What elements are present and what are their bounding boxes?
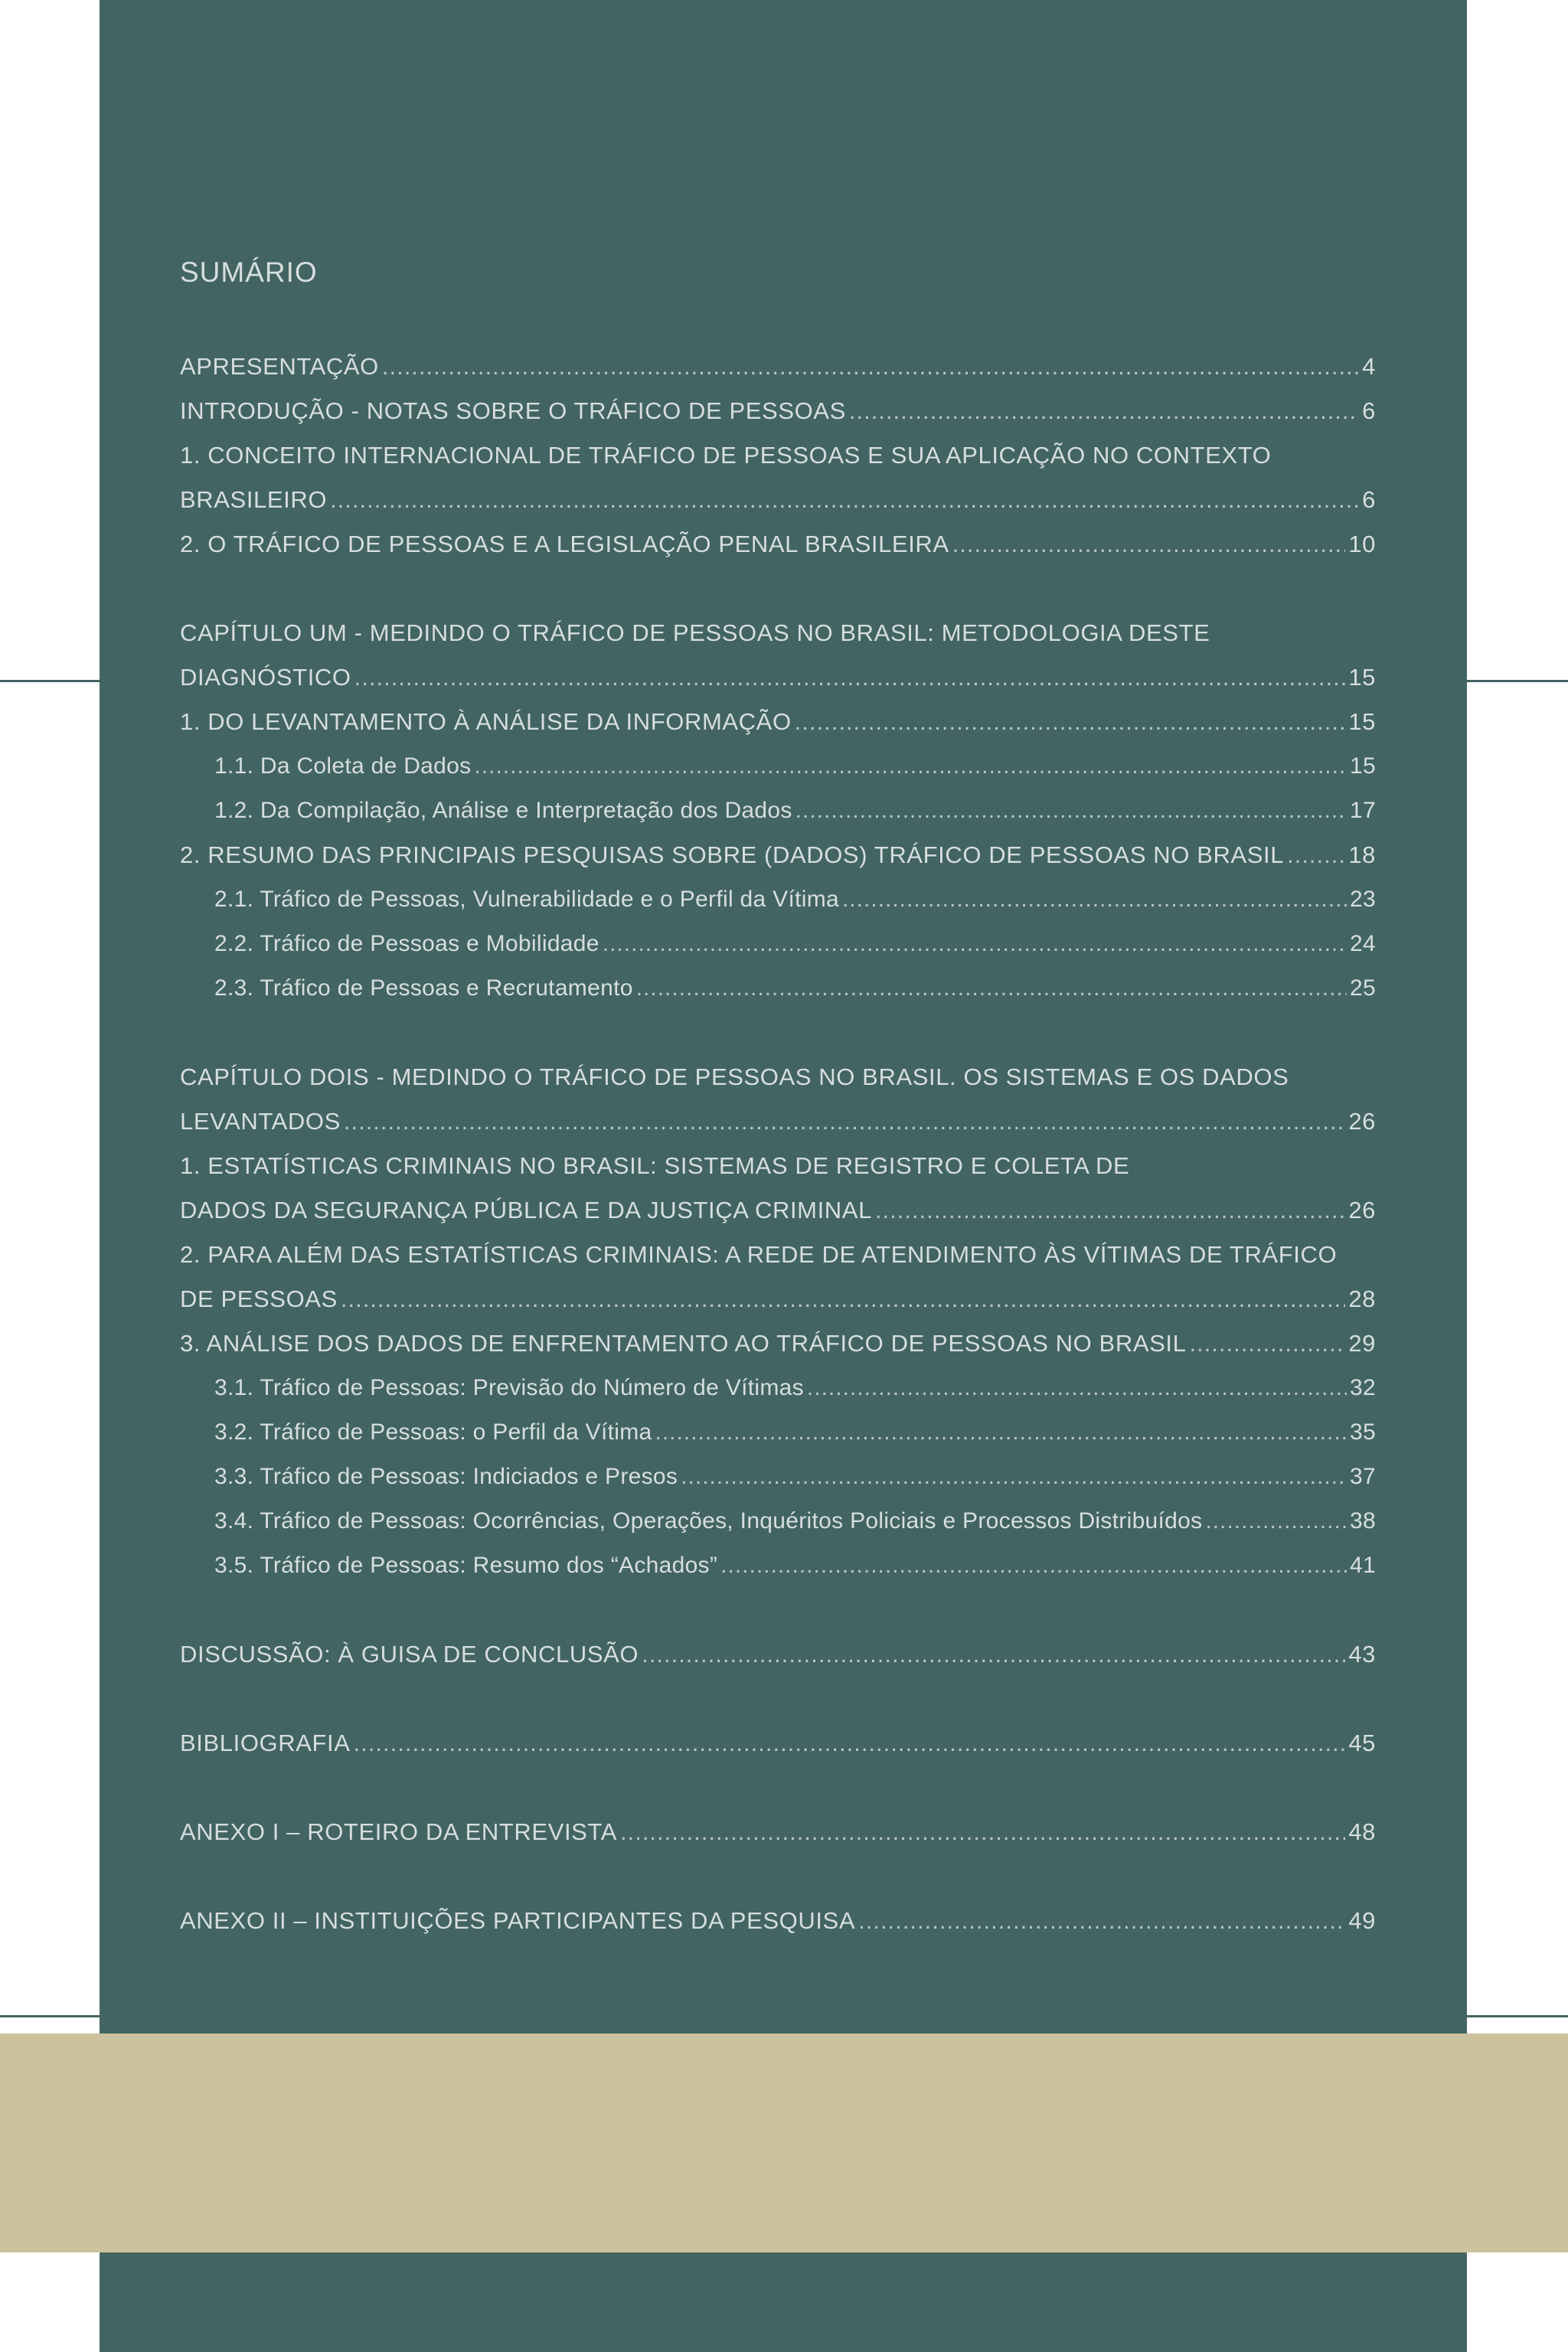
toc-entry[interactable]: ANEXO I – ROTEIRO DA ENTREVISTA ..... 48 (180, 1810, 1376, 1854)
bottom-panel (100, 2252, 1467, 2352)
page-number: 35 (1350, 1419, 1376, 1445)
page-number: 18 (1348, 841, 1376, 868)
leader-dots (636, 975, 1347, 1001)
page-number: 38 (1350, 1508, 1376, 1534)
page-number: 4 (1362, 353, 1376, 380)
leader-dots (720, 1553, 1347, 1579)
toc-entry[interactable]: BIBLIOGRAFIA ..... 45 (180, 1721, 1376, 1766)
table-of-contents (180, 345, 1376, 1943)
page-number: 32 (1350, 1375, 1376, 1400)
page-number: 15 (1348, 708, 1376, 735)
leader-dots (952, 531, 1346, 558)
leader-dots (1205, 1508, 1347, 1534)
leader-dots (620, 1818, 1345, 1846)
toc-entry[interactable]: 2. PARA ALÉM DAS ESTATÍSTICAS CRIMINAIS: A REDE DE ATENDIMENTO ÀS VÍTIMAS DE TRÁFICO (180, 1241, 1338, 1268)
toc-entry[interactable]: DADOS DA SEGURANÇA PÚBLICA E DA JUSTIÇA CRIMINAL ..... 26 (180, 1188, 1376, 1233)
toc-entry[interactable]: 3. ANÁLISE DOS DADOS DE ENFRENTAMENTO AO TRÁFICO DE PESSOAS NO BRASIL ..... 29 (180, 1321, 1376, 1366)
leader-dots (354, 1730, 1346, 1757)
page-number: 24 (1350, 931, 1376, 956)
page-number: 10 (1348, 531, 1376, 557)
leader-dots (875, 1197, 1345, 1224)
page-number: 15 (1348, 664, 1376, 691)
page-number: 37 (1350, 1464, 1376, 1489)
page-number: 6 (1362, 486, 1376, 513)
toc-entry[interactable]: BRASILEIRO ..... 6 (180, 478, 1376, 522)
spacer (180, 1677, 1376, 1721)
toc-entry[interactable]: INTRODUÇÃO - NOTAS SOBRE O TRÁFICO DE PESSOAS ..... 6 (180, 389, 1376, 433)
leader-dots (603, 931, 1347, 957)
leader-dots (1287, 841, 1345, 869)
toc-subentry[interactable]: 1.1. Da Coleta de Dados ..... 15 (180, 744, 1376, 789)
page-number: 15 (1350, 753, 1376, 779)
spacer (180, 1011, 1376, 1055)
leader-dots (795, 708, 1346, 736)
toc-entry[interactable]: DISCUSSÃO: À GUISA DE CONCLUSÃO ..... 43 (180, 1632, 1376, 1677)
page-number: 23 (1350, 887, 1376, 912)
toc-subentry[interactable]: 2.2. Tráfico de Pessoas e Mobilidade ..... 24 (180, 922, 1376, 966)
spacer (180, 1766, 1376, 1810)
leader-dots (849, 397, 1359, 425)
page-number: 41 (1350, 1553, 1376, 1578)
leader-dots (842, 887, 1347, 913)
spacer (180, 1854, 1376, 1899)
page-number: 45 (1348, 1730, 1376, 1756)
leader-dots (642, 1641, 1345, 1668)
page-number: 29 (1348, 1330, 1376, 1357)
page-number: 43 (1348, 1641, 1376, 1668)
toc-entry[interactable]: CAPÍTULO UM - MEDINDO O TRÁFICO DE PESSOAS NO BRASIL: METODOLOGIA DESTE (180, 619, 1210, 646)
spacer (180, 567, 1376, 611)
toc-entry[interactable]: 2. O TRÁFICO DE PESSOAS E A LEGISLAÇÃO PENAL BRASILEIRA ..... 10 (180, 522, 1376, 567)
leader-dots (655, 1419, 1348, 1446)
page-number: 17 (1350, 798, 1376, 823)
toc-entry[interactable]: ANEXO II – INSTITUIÇÕES PARTICIPANTES DA PESQUISA ..... 49 (180, 1899, 1376, 1943)
toc-subentry[interactable]: 3.2. Tráfico de Pessoas: o Perfil da Vítima ..... 35 (180, 1410, 1376, 1455)
page-number: 26 (1348, 1197, 1376, 1223)
page-number: 48 (1348, 1818, 1376, 1845)
toc-entry[interactable]: DE PESSOAS ..... 28 (180, 1277, 1376, 1321)
leader-dots (681, 1464, 1347, 1490)
toc-entry[interactable]: 2. RESUMO DAS PRINCIPAIS PESQUISAS SOBRE (DADOS) TRÁFICO DE PESSOAS NO BRASIL ..... 18 (180, 833, 1376, 877)
toc-subentry[interactable]: 2.3. Tráfico de Pessoas e Recrutamento ..... 25 (180, 966, 1376, 1011)
toc-entry[interactable]: 1. ESTATÍSTICAS CRIMINAIS NO BRASIL: SISTEMAS DE REGISTRO E COLETA DE (180, 1152, 1130, 1179)
toc-entry[interactable]: 1. DO LEVANTAMENTO À ANÁLISE DA INFORMAÇÃO ..... 15 (180, 700, 1376, 744)
page-number: 49 (1348, 1907, 1376, 1934)
toc-entry[interactable]: LEVANTADOS ..... 26 (180, 1099, 1376, 1144)
toc-subentry[interactable]: 3.1. Tráfico de Pessoas: Previsão do Número de Vítimas ..... 32 (180, 1366, 1376, 1410)
toc-subentry[interactable]: 3.4. Tráfico de Pessoas: Ocorrências, Operações, Inquéritos Policiais e Processos Distribuídos ..... 38 (180, 1499, 1376, 1544)
leader-dots (858, 1907, 1345, 1935)
leader-dots (795, 798, 1347, 824)
page-number: 26 (1348, 1108, 1376, 1135)
leader-dots (807, 1375, 1347, 1401)
leader-dots (344, 1108, 1345, 1135)
toc-subentry[interactable]: 3.3. Tráfico de Pessoas: Indiciados e Presos ..... 37 (180, 1455, 1376, 1499)
toc-subentry[interactable]: 3.5. Tráfico de Pessoas: Resumo dos “Achados” ..... 41 (180, 1544, 1376, 1588)
leader-dots (330, 486, 1359, 514)
page-number: 28 (1348, 1285, 1376, 1312)
leader-dots (382, 353, 1359, 381)
leader-dots (341, 1285, 1345, 1313)
toc-subentry[interactable]: 1.2. Da Compilação, Análise e Interpretação dos Dados ..... 17 (180, 789, 1376, 833)
toc-entry[interactable]: CAPÍTULO DOIS - MEDINDO O TRÁFICO DE PESSOAS NO BRASIL. OS SISTEMAS E OS DADOS (180, 1063, 1289, 1090)
leader-dots (1189, 1330, 1345, 1357)
toc-entry[interactable]: 1. CONCEITO INTERNACIONAL DE TRÁFICO DE PESSOAS E SUA APLICAÇÃO NO CONTEXTO (180, 442, 1272, 469)
toc-entry[interactable]: APRESENTAÇÃO ..... 4 (180, 345, 1376, 389)
toc-title: SUMÁRIO (180, 256, 318, 288)
page-number: 25 (1350, 975, 1376, 1001)
footer-band (0, 2034, 1568, 2252)
toc-subentry[interactable]: 2.1. Tráfico de Pessoas, Vulnerabilidade e o Perfil da Vítima ..... 23 (180, 877, 1376, 922)
page-number: 6 (1362, 397, 1376, 424)
leader-dots (474, 753, 1347, 779)
leader-dots (354, 664, 1346, 691)
spacer (180, 1588, 1376, 1632)
toc-entry[interactable]: DIAGNÓSTICO ..... 15 (180, 655, 1376, 700)
